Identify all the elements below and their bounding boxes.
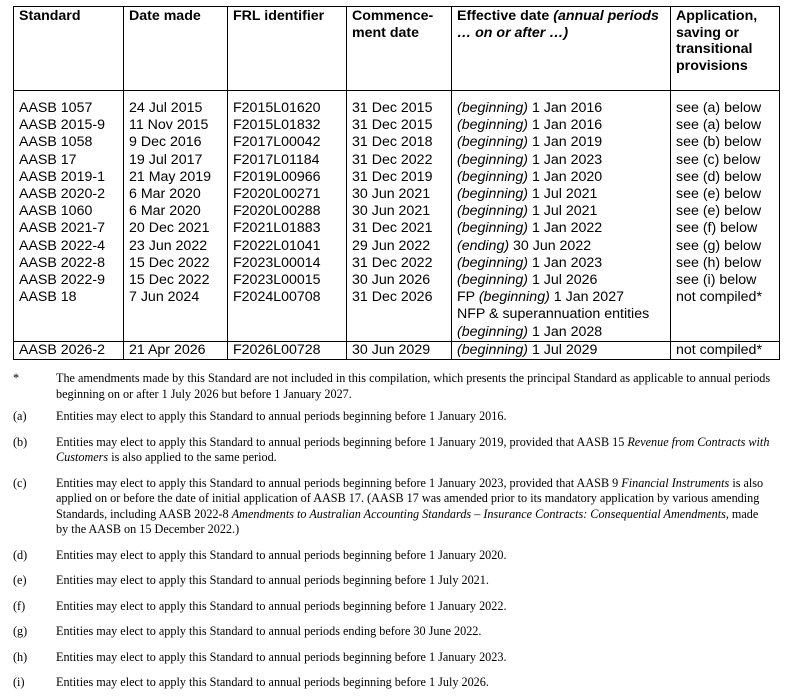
cell-commencement-date: 29 Jun 2022 [347, 238, 452, 255]
cell-application: see (e) below [671, 203, 780, 220]
cell-standard: AASB 17 [14, 152, 124, 169]
effective-line [457, 324, 670, 341]
effective-qualifier: (beginning) [457, 134, 528, 151]
cell-effective-date [452, 238, 671, 255]
cell-frl-identifier: F2020L00288 [228, 203, 347, 220]
cell-standard: AASB 1058 [14, 134, 124, 151]
table-row [14, 134, 780, 151]
cell-standard: AASB 2022-4 [14, 238, 124, 255]
cell-effective-date [452, 272, 671, 289]
effective-value: 1 Jan 2023 [528, 151, 603, 168]
cell-frl-identifier: F2019L00966 [228, 169, 347, 186]
footnote-text: The amendments made by this Standard are not included in this compilation, which presents the principal Standard as applicable to annual periods beginning on or after 1 July 2026 but before 1 January 2027. [56, 371, 771, 401]
effective-value: 1 Jan 2028 [528, 323, 603, 340]
text-run: is also applied on or before the date of initial application of AASB 17. (AASB 17 was amended prior to its mandatory application by various amending Standards, including AASB 2022-8 [56, 475, 764, 521]
footnote-b [13, 435, 773, 466]
cell-standard: AASB 2022-9 [14, 272, 124, 289]
cell-date-made: 21 May 2019 [124, 169, 228, 186]
effective-value: 1 Jan 2022 [528, 220, 603, 237]
footnote-mark: (i) [13, 675, 25, 689]
cell-date-made: 15 Dec 2022 [124, 255, 228, 272]
cell-application: see (g) below [671, 238, 780, 255]
cell-effective-date [452, 220, 671, 237]
footnote-mark: (a) [13, 409, 27, 423]
text-run: is also applied to the same period. [108, 450, 277, 464]
footnote-mark: (c) [13, 475, 27, 490]
cell-frl-identifier: F2015L01832 [228, 117, 347, 134]
cell-frl-identifier: F2026L00728 [228, 341, 347, 359]
cell-application: not compiled* [671, 289, 780, 341]
cell-date-made: 24 Jul 2015 [124, 91, 228, 118]
cell-standard: AASB 2021-7 [14, 220, 124, 237]
footnote-text [56, 476, 773, 538]
footnote-mark: * [13, 371, 20, 385]
footnote-text: Entities may elect to apply this Standard to annual periods beginning before 1 January 2022. [56, 598, 507, 613]
footnote-g [13, 624, 773, 640]
cell-standard: AASB 2026-2 [14, 341, 124, 359]
header-commencement-date: Commence- ment date [347, 7, 452, 91]
cell-commencement-date: 31 Dec 2022 [347, 152, 452, 169]
cell-commencement-date: 30 Jun 2021 [347, 186, 452, 203]
cell-commencement-date: 30 Jun 2021 [347, 203, 452, 220]
table-body [14, 91, 780, 360]
effective-qualifier: (beginning) [457, 100, 528, 116]
footnote-text: Entities may elect to apply this Standard to annual periods beginning before 1 July 2021. [56, 573, 489, 587]
footnote-text [56, 435, 773, 466]
cell-application: see (e) below [671, 186, 780, 203]
effective-value: 1 Jul 2021 [528, 186, 598, 203]
italic-run: Financial Instruments [621, 475, 730, 490]
italic-run: Amendments to Australian Accounting Standards – Insurance Contracts: Consequential Amendments [231, 506, 726, 521]
effective-qualifier: (beginning) [457, 272, 528, 289]
cell-commencement-date: 31 Dec 2015 [347, 91, 452, 118]
italic-run: Revenue from Contracts with Customers [56, 434, 770, 464]
cell-effective-date [452, 255, 671, 272]
table-row [14, 203, 780, 220]
table-header-row [14, 7, 780, 91]
cell-standard: AASB 1060 [14, 203, 124, 220]
effective-qualifier: (beginning) [457, 186, 528, 203]
cell-effective-date [452, 152, 671, 169]
cell-application: see (f) below [671, 220, 780, 237]
cell-effective-date [452, 341, 671, 359]
effective-value: 30 Jun 2022 [509, 237, 592, 254]
effective-value: 1 Jul 2029 [528, 341, 598, 358]
cell-effective-date [452, 169, 671, 186]
cell-frl-identifier: F2024L00708 [228, 289, 347, 341]
cell-standard: AASB 18 [14, 289, 124, 341]
cell-frl-identifier: F2020L00271 [228, 186, 347, 203]
footnote-mark: (f) [13, 598, 26, 613]
text-run: Entities may elect to apply this Standard to annual periods beginning before 1 January 2023, provided that AASB 9 [56, 475, 622, 490]
cell-application: see (c) below [671, 152, 780, 169]
footnote-a [13, 409, 773, 425]
cell-application: see (i) below [671, 272, 780, 289]
cell-application: see (a) below [671, 117, 780, 134]
footnote-mark: (h) [13, 649, 28, 664]
cell-commencement-date: 31 Dec 2015 [347, 117, 452, 134]
cell-commencement-date: 30 Jun 2026 [347, 272, 452, 289]
footnotes [13, 371, 773, 691]
cell-frl-identifier: F2023L00015 [228, 272, 347, 289]
cell-effective-date [452, 91, 671, 118]
cell-date-made: 23 Jun 2022 [124, 238, 228, 255]
cell-date-made: 9 Dec 2016 [124, 134, 228, 151]
cell-frl-identifier: F2021L01883 [228, 220, 347, 237]
table-row [14, 255, 780, 272]
footnote-h [13, 650, 773, 666]
cell-date-made: 7 Jun 2024 [124, 289, 228, 341]
footnote-d [13, 548, 773, 564]
effective-line [457, 289, 670, 306]
cell-date-made: 6 Mar 2020 [124, 203, 228, 220]
cell-frl-identifier: F2023L00014 [228, 255, 347, 272]
header-date-made: Date made [124, 7, 228, 91]
cell-commencement-date: 31 Dec 2018 [347, 134, 452, 151]
footnote-text: Entities may elect to apply this Standard to annual periods beginning before 1 July 2026. [56, 675, 489, 689]
footnote-i [13, 675, 773, 691]
effective-qualifier: (beginning) [457, 341, 528, 358]
effective-value: 1 Jan 2027 [549, 289, 624, 306]
footnote-f [13, 599, 773, 615]
cell-frl-identifier: F2017L00042 [228, 134, 347, 151]
footnote-text: Entities may elect to apply this Standard to annual periods beginning before 1 January 2023. [56, 649, 507, 664]
effective-value: 1 Jul 2021 [528, 203, 598, 220]
table-row [14, 186, 780, 203]
footnote-text: Entities may elect to apply this Standard to annual periods beginning before 1 January 2020. [56, 547, 507, 562]
cell-frl-identifier: F2017L01184 [228, 152, 347, 169]
effective-value: 1 Jul 2026 [528, 272, 598, 289]
table-row [14, 117, 780, 134]
cell-commencement-date: 31 Dec 2026 [347, 289, 452, 341]
header-application: Application, saving or transitional provisions [671, 7, 780, 91]
cell-effective-date [452, 203, 671, 220]
effective-qualifier: (beginning) [457, 151, 528, 168]
cell-commencement-date: 30 Jun 2029 [347, 341, 452, 359]
footnote-mark: (e) [13, 573, 27, 587]
cell-application: not compiled* [671, 341, 780, 359]
table-row [14, 91, 780, 118]
table-row [14, 152, 780, 169]
effective-entity: NFP & superannuation entities [457, 306, 650, 323]
cell-date-made: 11 Nov 2015 [124, 117, 228, 134]
header-effective-main: Effective date [457, 8, 550, 24]
cell-application: see (h) below [671, 255, 780, 272]
effective-qualifier: (beginning) [457, 168, 528, 185]
effective-qualifier: (ending) [457, 237, 510, 254]
cell-effective-date [452, 117, 671, 134]
effective-value: 1 Jan 2023 [528, 254, 603, 271]
standards-table [13, 6, 780, 360]
effective-value: 1 Jan 2016 [528, 100, 603, 116]
table-row [14, 169, 780, 186]
cell-standard: AASB 2015-9 [14, 117, 124, 134]
cell-standard: AASB 1057 [14, 91, 124, 118]
footnote-text: Entities may elect to apply this Standard to annual periods ending before 30 June 2022. [56, 624, 482, 638]
cell-commencement-date: 31 Dec 2019 [347, 169, 452, 186]
cell-application: see (a) below [671, 91, 780, 118]
cell-date-made: 19 Jul 2017 [124, 152, 228, 169]
footnote-c [13, 476, 773, 538]
footnote-star [13, 371, 773, 402]
header-standard: Standard [14, 7, 124, 91]
footnote-mark: (g) [13, 624, 28, 638]
cell-effective-date [452, 186, 671, 203]
effective-value: 1 Jan 2016 [528, 117, 603, 134]
cell-application: see (d) below [671, 169, 780, 186]
cell-commencement-date: 31 Dec 2021 [347, 220, 452, 237]
effective-qualifier: (beginning) [457, 220, 528, 237]
effective-qualifier: (beginning) [478, 289, 550, 306]
header-frl-identifier: FRL identifier [228, 7, 347, 91]
effective-qualifier: (beginning) [457, 254, 528, 271]
footnote-e [13, 573, 773, 589]
cell-date-made: 20 Dec 2021 [124, 220, 228, 237]
cell-standard: AASB 2022-8 [14, 255, 124, 272]
cell-standard: AASB 2020-2 [14, 186, 124, 203]
cell-application: see (b) below [671, 134, 780, 151]
effective-value: 1 Jan 2019 [528, 134, 603, 151]
cell-effective-date [452, 289, 671, 341]
effective-qualifier: (beginning) [457, 323, 528, 340]
effective-value: 1 Jan 2020 [528, 168, 603, 185]
header-effective-date [452, 7, 671, 91]
table-row [14, 272, 780, 289]
cell-effective-date [452, 134, 671, 151]
effective-entity: FP [457, 289, 479, 306]
cell-date-made: 6 Mar 2020 [124, 186, 228, 203]
cell-standard: AASB 2019-1 [14, 169, 124, 186]
footnote-mark: (b) [13, 434, 28, 449]
text-run: Entities may elect to apply this Standard to annual periods beginning before 1 January 2019, provided that AASB 15 [56, 434, 628, 449]
footnote-mark: (d) [13, 547, 28, 562]
table-row [14, 289, 780, 341]
cell-frl-identifier: F2022L01041 [228, 238, 347, 255]
effective-qualifier: (beginning) [457, 203, 528, 220]
header-effective-sub: (annual periods … on or after …) [457, 8, 659, 41]
text-run: , made by the AASB on 15 December 2022.) [56, 506, 759, 536]
table-row [14, 238, 780, 255]
cell-commencement-date: 31 Dec 2022 [347, 255, 452, 272]
cell-frl-identifier: F2015L01620 [228, 91, 347, 118]
table-row [14, 220, 780, 237]
table-row [14, 341, 780, 359]
effective-qualifier: (beginning) [457, 117, 528, 134]
cell-date-made: 15 Dec 2022 [124, 272, 228, 289]
footnote-text: Entities may elect to apply this Standard to annual periods beginning before 1 January 2016. [56, 409, 507, 423]
cell-date-made: 21 Apr 2026 [124, 341, 228, 359]
